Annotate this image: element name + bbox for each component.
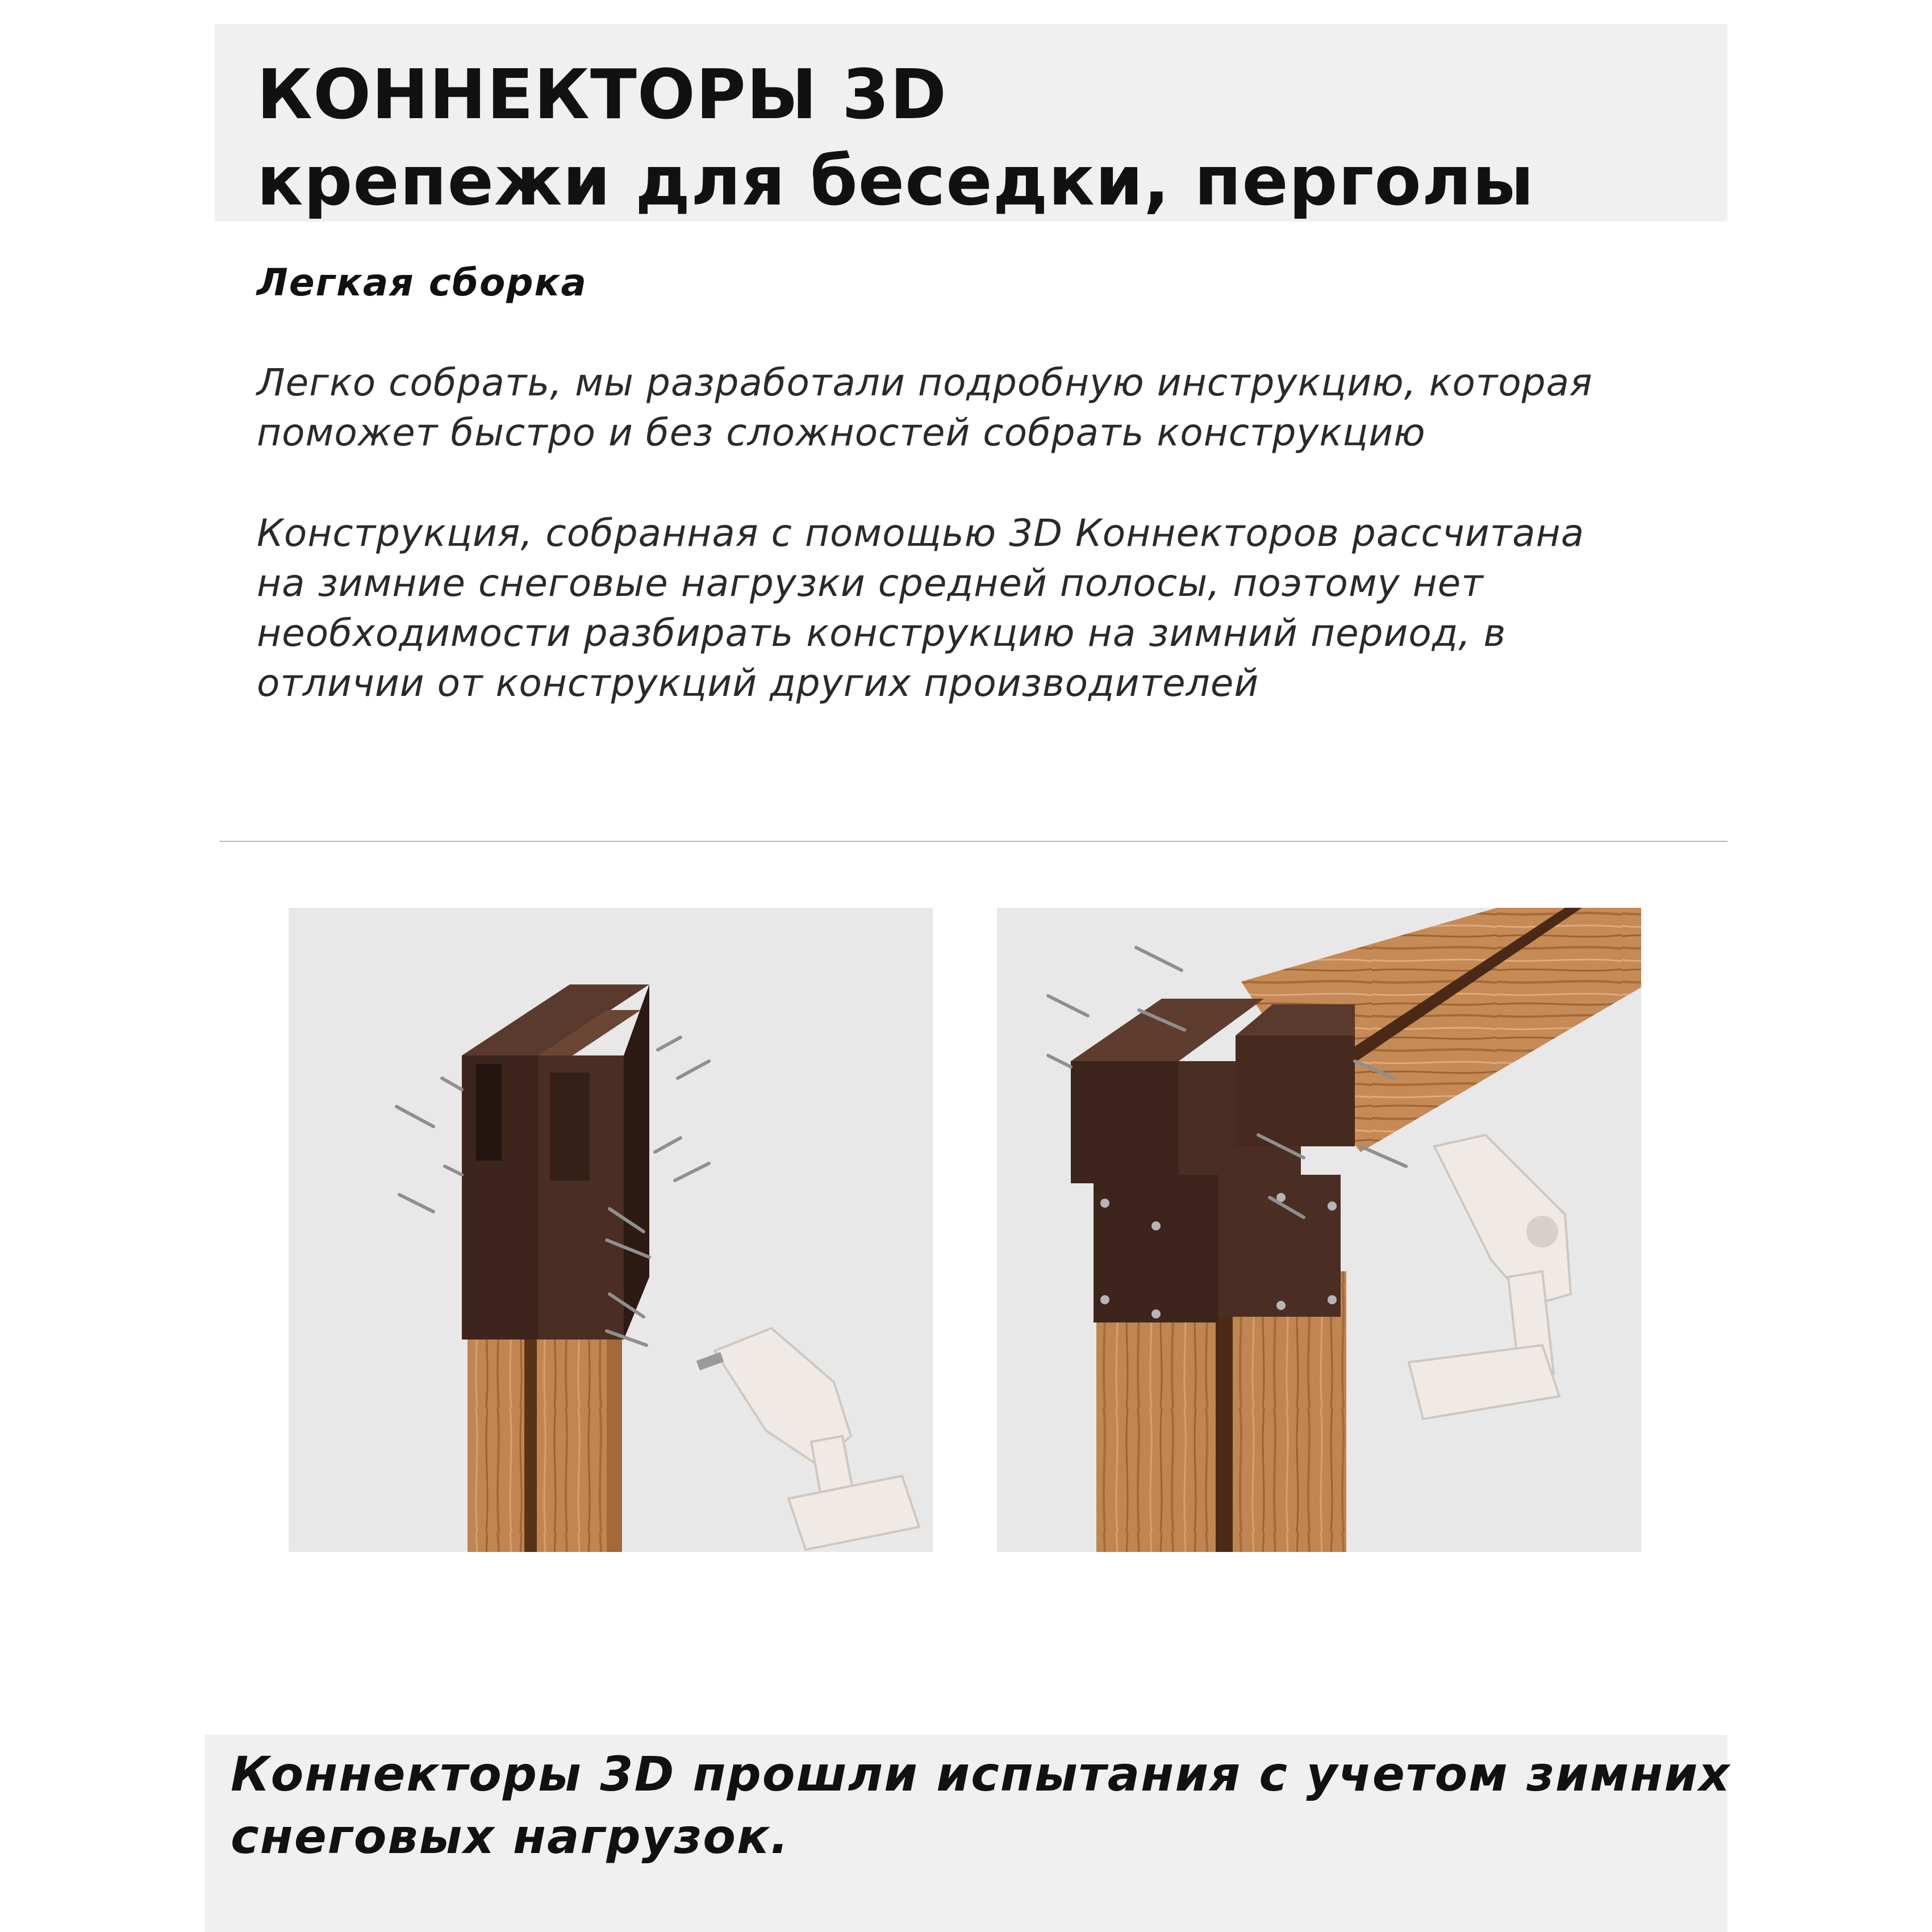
paragraph-line: Конструкция, собранная с помощью 3D Коннекторов рассчитана [257, 511, 1585, 555]
footer-note [231, 1743, 1731, 1868]
paragraph-line: Легко собрать, мы разработали подробную инструкцию, которая [257, 361, 1593, 404]
paragraph-line: на зимние снеговые нагрузки средней полосы, поэтому нет [257, 561, 1484, 605]
section-divider [219, 841, 1727, 842]
paragraph-line: необходимости разбирать конструкцию на зимний период, в [257, 611, 1507, 655]
paragraph-line: поможет быстро и без сложностей собрать конструкцию [257, 411, 1426, 454]
paragraph-snow-load [257, 508, 1584, 708]
connector-posts-illustration [289, 908, 933, 1552]
footer-note-line-1: Коннекторы 3D прошли испытания с учетом зимних [231, 1746, 1731, 1802]
product-image-right [997, 908, 1641, 1552]
paragraph-assembly [257, 358, 1593, 458]
page-title [257, 52, 1534, 225]
corner-connector-illustration [997, 908, 1641, 1552]
product-image-left [289, 908, 933, 1552]
title-line-1: КОННЕКТОРЫ 3D [257, 56, 948, 135]
title-line-2: крепежи для беседки, перголы [257, 142, 1535, 221]
section-heading: Легкая сборка [257, 261, 587, 304]
footer-note-line-2: снеговых нагрузок. [231, 1809, 790, 1864]
paragraph-line: отличии от конструкций других производителей [257, 661, 1259, 705]
